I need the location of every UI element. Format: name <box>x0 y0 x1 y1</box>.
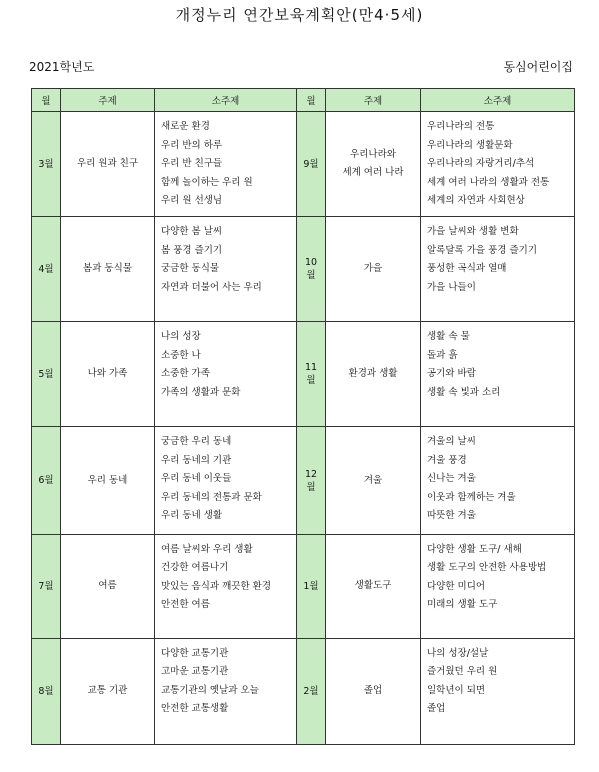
subtopic-item: 소중한 나 <box>161 349 201 361</box>
table-row <box>32 638 575 744</box>
subtopic-item: 따뜻한 겨울 <box>427 510 476 522</box>
month-cell: 2월 <box>297 638 326 744</box>
theme-cell: 우리 동네 <box>61 427 155 534</box>
month-cell: 12 월 <box>297 427 326 534</box>
subtopic-item: 세계 여러 나라의 생활과 전통 <box>427 176 550 188</box>
subtopic-item: 일학년이 되면 <box>427 684 486 696</box>
subtopic-item: 겨울의 날씨 <box>427 436 476 448</box>
subtopic-item: 여름 날씨와 우리 생활 <box>161 543 253 555</box>
subtopic-cell <box>155 217 297 322</box>
subtopic-cell <box>421 217 575 322</box>
annual-plan-table <box>31 88 575 745</box>
subtopic-item: 궁금한 우리 동네 <box>161 436 232 448</box>
subtopic-cell <box>421 322 575 427</box>
subtopic-item: 봄 풍경 즐기기 <box>161 244 223 256</box>
subtopic-item: 생활 속 물 <box>427 331 470 343</box>
month-cell: 11 월 <box>297 322 326 427</box>
month-cell: 9월 <box>297 112 326 217</box>
subtopic-item: 나의 성장 <box>161 331 201 343</box>
header-theme: 주제 <box>61 89 155 112</box>
theme-cell: 여름 <box>61 534 155 638</box>
theme-cell: 생활도구 <box>326 534 421 638</box>
month-cell: 3월 <box>32 112 61 217</box>
subtopic-item: 이웃과 함께하는 겨울 <box>427 491 516 503</box>
subtopic-cell <box>155 322 297 427</box>
subtopic-item: 우리 동네 이웃들 <box>161 473 232 485</box>
table-row <box>32 112 575 217</box>
center-name: 동심어린이집 <box>503 60 573 74</box>
subtopic-item: 즐거웠던 우리 원 <box>427 666 498 678</box>
theme-cell: 나와 가족 <box>61 322 155 427</box>
subtopic-item: 다양한 미디어 <box>427 580 486 592</box>
month-cell: 6월 <box>32 427 61 534</box>
subtopic-item: 다양한 봄 날씨 <box>161 226 223 238</box>
page-title: 개정누리 연간보육계획안(만4·5세) <box>175 6 424 24</box>
subtopic-cell <box>155 638 297 744</box>
subtopic-cell <box>155 427 297 534</box>
subtopic-item: 알록달록 가을 풍경 즐기기 <box>427 244 538 256</box>
theme-cell: 우리나라와 세계 여러 나라 <box>326 112 421 217</box>
subtopic-item: 맛있는 음식과 깨끗한 환경 <box>161 580 272 592</box>
header-theme: 주제 <box>326 89 421 112</box>
subtopic-item: 세계의 자연과 사회현상 <box>427 195 525 206</box>
subtopic-item: 미래의 생활 도구 <box>427 599 498 611</box>
table-row <box>32 217 575 322</box>
month-cell: 7월 <box>32 534 61 638</box>
subtopic-item: 안전한 여름 <box>161 599 210 611</box>
subtopic-item: 다양한 교통기관 <box>161 647 229 659</box>
month-cell: 4월 <box>32 217 61 322</box>
subtopic-item: 우리 반 친구들 <box>161 158 223 169</box>
subtopic-cell <box>421 638 575 744</box>
subtopic-item: 돌과 흙 <box>427 349 458 361</box>
subtopic-item: 함께 놀이하는 우리 원 <box>161 176 253 188</box>
subtopic-cell <box>421 427 575 534</box>
theme-cell: 가을 <box>326 217 421 322</box>
subtopic-item: 겨울 풍경 <box>427 454 467 466</box>
subtopic-item: 풍성한 곡식과 열매 <box>427 263 507 275</box>
school-year: 2021학년도 <box>29 60 95 74</box>
subtopic-item: 우리나라의 생활문화 <box>427 139 513 151</box>
header-subtopic: 소주제 <box>155 89 297 112</box>
subtopic-cell <box>421 112 575 217</box>
subtopic-item: 건강한 여름나기 <box>161 562 229 574</box>
subtopic-item: 우리 원 선생님 <box>161 195 223 206</box>
header-month: 월 <box>297 89 326 112</box>
subtopic-item: 우리 동네의 전통과 문화 <box>161 491 262 503</box>
subtopic-item: 안전한 교통생활 <box>161 703 229 715</box>
subtopic-item: 가족의 생활과 문화 <box>161 386 241 398</box>
subtopic-cell <box>155 112 297 217</box>
subtopic-item: 나의 성장/설날 <box>427 647 489 659</box>
table-header-row <box>32 89 575 112</box>
month-cell: 10 월 <box>297 217 326 322</box>
subtopic-item: 생활 속 빛과 소리 <box>427 386 501 398</box>
subtopic-item: 졸업 <box>427 703 446 715</box>
subtopic-cell <box>155 534 297 638</box>
subtopic-item: 우리나라의 전통 <box>427 121 495 132</box>
subtopic-item: 생활 도구의 안전한 사용방법 <box>427 562 547 574</box>
theme-cell: 겨울 <box>326 427 421 534</box>
table-row <box>32 322 575 427</box>
theme-cell: 환경과 생활 <box>326 322 421 427</box>
subtopic-item: 자연과 더불어 사는 우리 <box>161 281 262 293</box>
subtopic-item: 가을 날씨와 생활 변화 <box>427 226 519 238</box>
month-cell: 1월 <box>297 534 326 638</box>
month-cell: 8월 <box>32 638 61 744</box>
subtopic-item: 다양한 생활 도구/ 새해 <box>427 543 522 555</box>
subtopic-item: 우리 반의 하루 <box>161 139 223 151</box>
theme-cell: 교통 기관 <box>61 638 155 744</box>
header-month: 월 <box>32 89 61 112</box>
subtopic-item: 소중한 가족 <box>161 368 210 380</box>
table-row <box>32 427 575 534</box>
subtopic-item: 궁금한 동식물 <box>161 263 220 275</box>
subtopic-item: 신나는 겨울 <box>427 473 476 485</box>
subtopic-item: 우리나라의 자랑거리/추석 <box>427 158 535 169</box>
subtopic-item: 우리 동네의 기관 <box>161 454 232 466</box>
subtopic-item: 교통기관의 옛날과 오늘 <box>161 684 259 696</box>
theme-cell: 우리 원과 친구 <box>61 112 155 217</box>
header-subtopic: 소주제 <box>421 89 575 112</box>
month-cell: 5월 <box>32 322 61 427</box>
subtopic-item: 새로운 환경 <box>161 121 210 132</box>
subtopic-item: 우리 동네 생활 <box>161 510 223 522</box>
table-row <box>32 534 575 638</box>
subtopic-item: 공기와 바람 <box>427 368 476 380</box>
subtopic-item: 가을 나들이 <box>427 281 476 293</box>
theme-cell: 졸업 <box>326 638 421 744</box>
theme-cell: 봄과 동식물 <box>61 217 155 322</box>
subtopic-item: 고마운 교통기관 <box>161 666 229 678</box>
subtopic-cell <box>421 534 575 638</box>
